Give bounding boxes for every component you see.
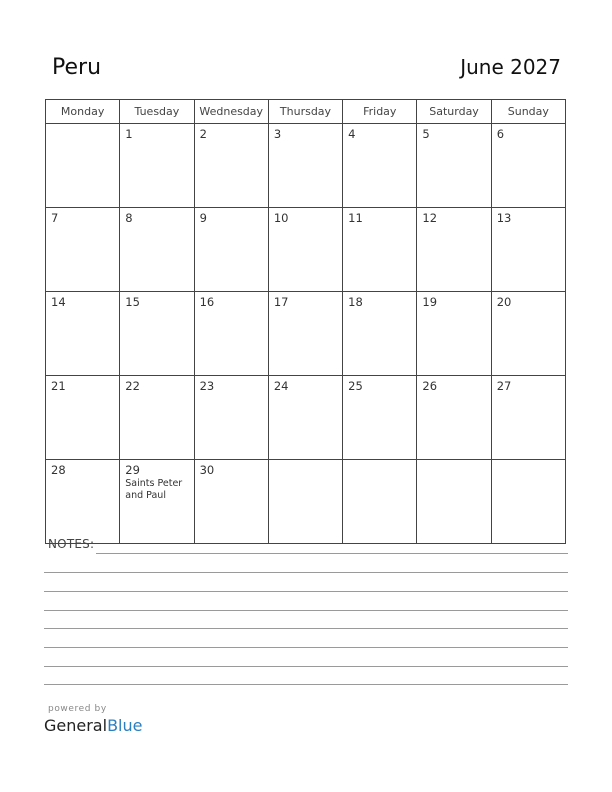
day-cell (46, 124, 120, 208)
day-cell (46, 376, 120, 460)
week-row (46, 292, 566, 376)
day-cell (343, 292, 417, 376)
powered-by-text: powered by (48, 704, 107, 714)
note-line (44, 628, 568, 629)
weekday-tuesday: Tuesday (120, 100, 194, 124)
week-row (46, 460, 566, 544)
day-number: 22 (125, 379, 140, 393)
day-cell (343, 124, 417, 208)
day-number: 18 (348, 295, 363, 309)
brand-general: General (44, 716, 108, 735)
day-number: 4 (348, 127, 356, 141)
notes-label: NOTES: (48, 537, 95, 551)
day-cell (194, 292, 268, 376)
day-number: 7 (51, 211, 59, 225)
day-cell (194, 208, 268, 292)
day-number: 16 (199, 295, 215, 309)
day-cell (46, 292, 120, 376)
day-cell (46, 460, 120, 544)
weekday-saturday: Saturday (417, 100, 491, 124)
day-cell (194, 124, 268, 208)
calendar-grid (45, 99, 566, 544)
day-number: 17 (273, 295, 289, 309)
day-cell (120, 460, 194, 544)
day-number: 14 (51, 295, 66, 309)
day-number: 25 (348, 379, 363, 393)
day-number: 12 (422, 211, 438, 225)
day-number: 27 (496, 379, 512, 393)
day-cell (491, 208, 565, 292)
day-cell (268, 292, 342, 376)
day-number: 30 (199, 463, 215, 477)
month-year-title: June 2027 (460, 55, 561, 79)
day-number: 29 (125, 463, 140, 477)
day-number: 3 (273, 127, 282, 141)
country-title: Peru (52, 55, 102, 80)
day-cell (491, 292, 565, 376)
note-line (44, 572, 568, 573)
day-number: 13 (496, 211, 512, 225)
day-number: 21 (51, 379, 66, 393)
day-cell (491, 376, 565, 460)
day-number: 1 (125, 127, 133, 141)
day-cell (343, 460, 417, 544)
day-cell (343, 376, 417, 460)
day-cell (417, 292, 491, 376)
day-cell (417, 460, 491, 544)
note-line (44, 591, 568, 592)
weekday-monday: Monday (46, 100, 120, 124)
day-number: 6 (496, 127, 505, 141)
day-number: 15 (125, 295, 140, 309)
day-number: 8 (125, 211, 133, 225)
day-cell (194, 460, 268, 544)
day-number: 28 (51, 463, 66, 477)
day-cell (120, 376, 194, 460)
day-number: 19 (422, 295, 438, 309)
day-cell (120, 124, 194, 208)
day-number: 10 (273, 211, 289, 225)
week-row (46, 376, 566, 460)
holiday-label: Saints Peter and Paul (125, 478, 183, 501)
weekday-sunday: Sunday (491, 100, 565, 124)
day-number: 11 (348, 211, 363, 225)
day-number: 26 (422, 379, 438, 393)
weekday-wednesday: Wednesday (194, 100, 268, 124)
note-line (96, 553, 568, 554)
week-row (46, 124, 566, 208)
week-row (46, 208, 566, 292)
weekday-friday: Friday (343, 100, 417, 124)
day-number: 9 (199, 211, 207, 225)
day-cell (268, 460, 342, 544)
note-line (44, 647, 568, 648)
day-cell (491, 124, 565, 208)
day-cell (268, 376, 342, 460)
weekday-thursday: Thursday (268, 100, 342, 124)
day-number: 2 (199, 127, 207, 141)
note-line (44, 666, 568, 667)
day-cell (417, 208, 491, 292)
day-number: 5 (422, 127, 430, 141)
day-cell (491, 460, 565, 544)
day-number: 24 (273, 379, 289, 393)
day-cell (417, 376, 491, 460)
day-cell (417, 124, 491, 208)
day-cell (343, 208, 417, 292)
day-cell (194, 376, 268, 460)
day-cell (120, 208, 194, 292)
note-line (44, 684, 568, 685)
day-cell (46, 208, 120, 292)
day-number: 20 (496, 295, 512, 309)
day-cell (268, 208, 342, 292)
day-cell (120, 292, 194, 376)
weekday-header-row (46, 100, 566, 124)
day-cell (268, 124, 342, 208)
note-line (44, 610, 568, 611)
brand-blue: Blue (107, 716, 143, 735)
day-number: 23 (199, 379, 215, 393)
brand-logo (44, 716, 142, 735)
